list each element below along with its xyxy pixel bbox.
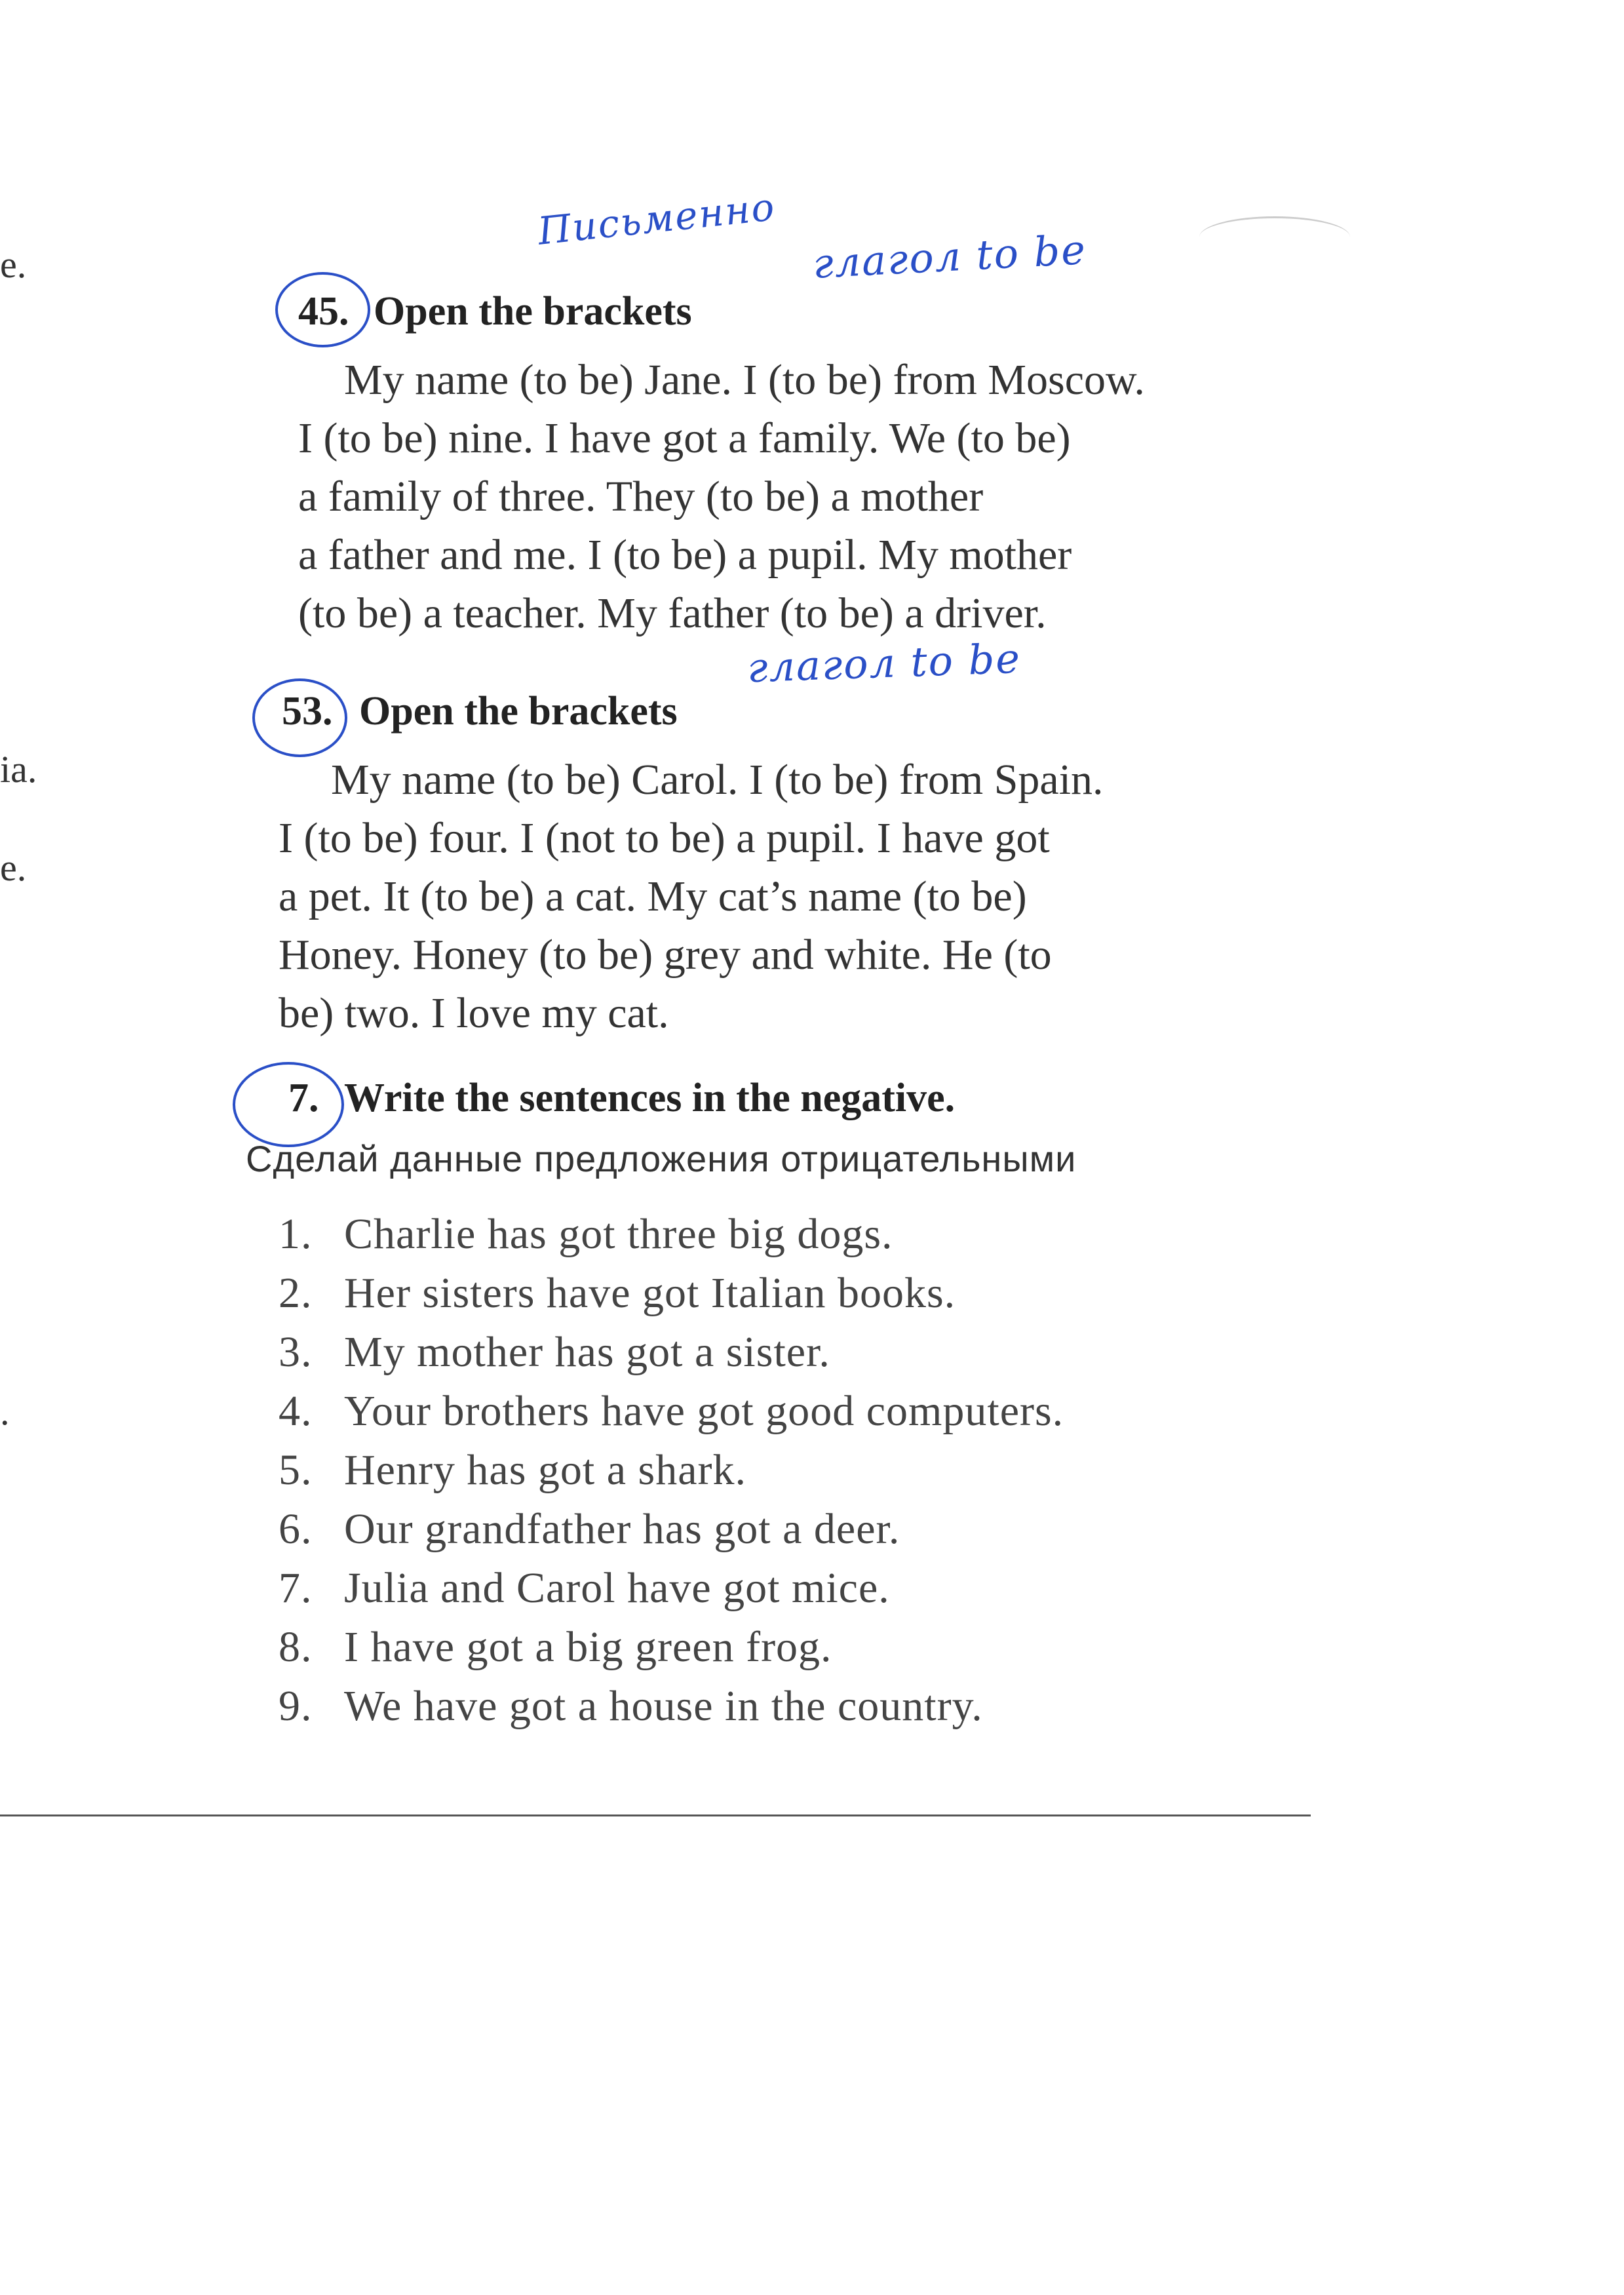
- text-line: a pet. It (to be) a cat. My cat’s name (to be): [279, 873, 1027, 920]
- list-item: [279, 1504, 900, 1554]
- list-item: [279, 1209, 893, 1259]
- item-number: 5.: [279, 1446, 313, 1494]
- exercise-subtitle-russian: Сделай данные предложения отрицательными: [246, 1138, 1077, 1179]
- item-number: 6.: [279, 1505, 313, 1553]
- item-text: I have got a big green frog.: [344, 1623, 832, 1671]
- margin-fragment: e.: [0, 243, 27, 286]
- text-line: I (to be) four. I (not to be) a pupil. I have got: [279, 814, 1050, 862]
- list-item: [279, 1386, 1064, 1436]
- exercise-number: 53.: [282, 689, 333, 734]
- item-text: We have got a house in the country.: [344, 1682, 983, 1730]
- text-line: a family of three. They (to be) a mother: [298, 473, 984, 520]
- list-item: [279, 1445, 746, 1495]
- handwritten-note-verb-to-be: глагол to be: [746, 634, 1022, 692]
- list-item: [279, 1327, 830, 1377]
- exercise-title: Open the brackets: [359, 689, 678, 734]
- list-item: [279, 1681, 983, 1731]
- item-text: My mother has got a sister.: [344, 1328, 830, 1376]
- margin-fragment: ia.: [0, 748, 37, 791]
- list-item: [279, 1268, 956, 1318]
- exercise-53-text: [279, 751, 1262, 1042]
- text-line: Honey. Honey (to be) grey and white. He (to: [279, 931, 1052, 979]
- list-item: [279, 1563, 890, 1613]
- text-line: a father and me. I (to be) a pupil. My mother: [298, 531, 1072, 579]
- exercise-title: Open the brackets: [374, 289, 692, 334]
- item-number: 3.: [279, 1328, 313, 1376]
- item-number: 7.: [279, 1564, 313, 1612]
- item-text: Charlie has got three big dogs.: [344, 1210, 893, 1258]
- exercise-45-text: [298, 351, 1268, 642]
- exercise-title: Write the sentences in the negative.: [344, 1076, 956, 1120]
- divider-line: [0, 1814, 1311, 1816]
- exercise-number: 7.: [288, 1076, 319, 1120]
- item-number: 4.: [279, 1387, 313, 1435]
- item-number: 9.: [279, 1682, 313, 1730]
- item-text: Our grandfather has got a deer.: [344, 1505, 900, 1553]
- item-text: Your brothers have got good computers.: [344, 1387, 1064, 1435]
- margin-fragment: e.: [0, 846, 27, 889]
- item-text: Henry has got a shark.: [344, 1446, 747, 1494]
- text-line: be) two. I love my cat.: [279, 989, 669, 1037]
- item-number: 1.: [279, 1210, 313, 1258]
- item-text: Julia and Carol have got mice.: [344, 1564, 890, 1612]
- pen-stroke: [1199, 216, 1350, 258]
- exercise-number: 45.: [298, 289, 349, 334]
- list-item: [279, 1622, 832, 1672]
- text-line: (to be) a teacher. My father (to be) a driver.: [298, 589, 1047, 637]
- item-number: 2.: [279, 1269, 313, 1317]
- text-line: My name (to be) Carol. I (to be) from Spain.: [331, 756, 1104, 804]
- margin-fragment: .: [0, 1390, 10, 1433]
- handwritten-note-verb-to-be: глагол to be: [811, 226, 1088, 288]
- item-text: Her sisters have got Italian books.: [344, 1269, 956, 1317]
- text-line: I (to be) nine. I have got a family. We (to be): [298, 414, 1071, 462]
- handwritten-note-written: Письменно: [535, 184, 778, 254]
- text-line: My name (to be) Jane. I (to be) from Moscow.: [344, 356, 1145, 404]
- item-number: 8.: [279, 1623, 313, 1671]
